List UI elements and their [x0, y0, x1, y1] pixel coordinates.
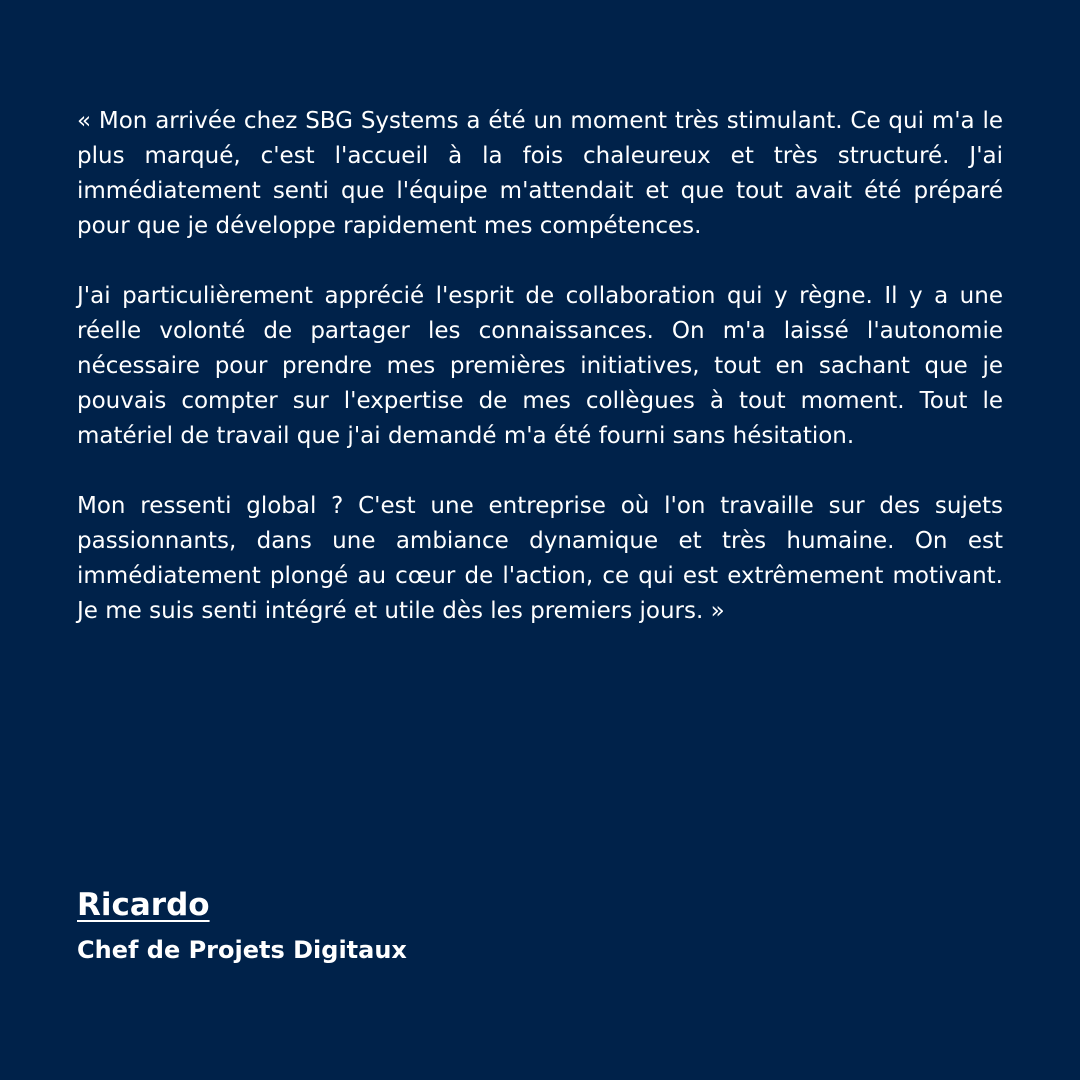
quote-paragraph-2: J'ai particulièrement apprécié l'esprit de collaboration qui y règne. Il y a une réelle volonté de partager les connaissances. On m'a laissé l'autonomie nécessaire pour prendre mes premières initiatives, tout en sachant que je pouvais compter sur l'expertise de mes collègues à tout moment. Tout le matériel de travail que j'ai demandé m'a été fourni sans hésitation. [77, 283, 1003, 449]
author-name: Ricardo [77, 887, 210, 923]
author-role: Chef de Projets Digitaux [77, 936, 407, 964]
quote-paragraph-3: Mon ressenti global ? C'est une entreprise où l'on travaille sur des sujets passionnants, dans une ambiance dynamique et très humaine. On est immédiatement plongé au cœur de l'action, ce qui est extrêmement motivant. Je me suis senti intégré et utile dès les premiers jours. » [77, 493, 1003, 624]
quote-paragraph-1: « Mon arrivée chez SBG Systems a été un moment très stimulant. Ce qui m'a le plus marqué, c'est l'accueil à la fois chaleureux et très structuré. J'ai immédiatement senti que l'équipe m'attendait et que tout avait été préparé pour que je développe rapidement mes compétences. [77, 108, 1003, 239]
author-signature [77, 884, 407, 966]
testimonial-quote [77, 104, 1003, 664]
